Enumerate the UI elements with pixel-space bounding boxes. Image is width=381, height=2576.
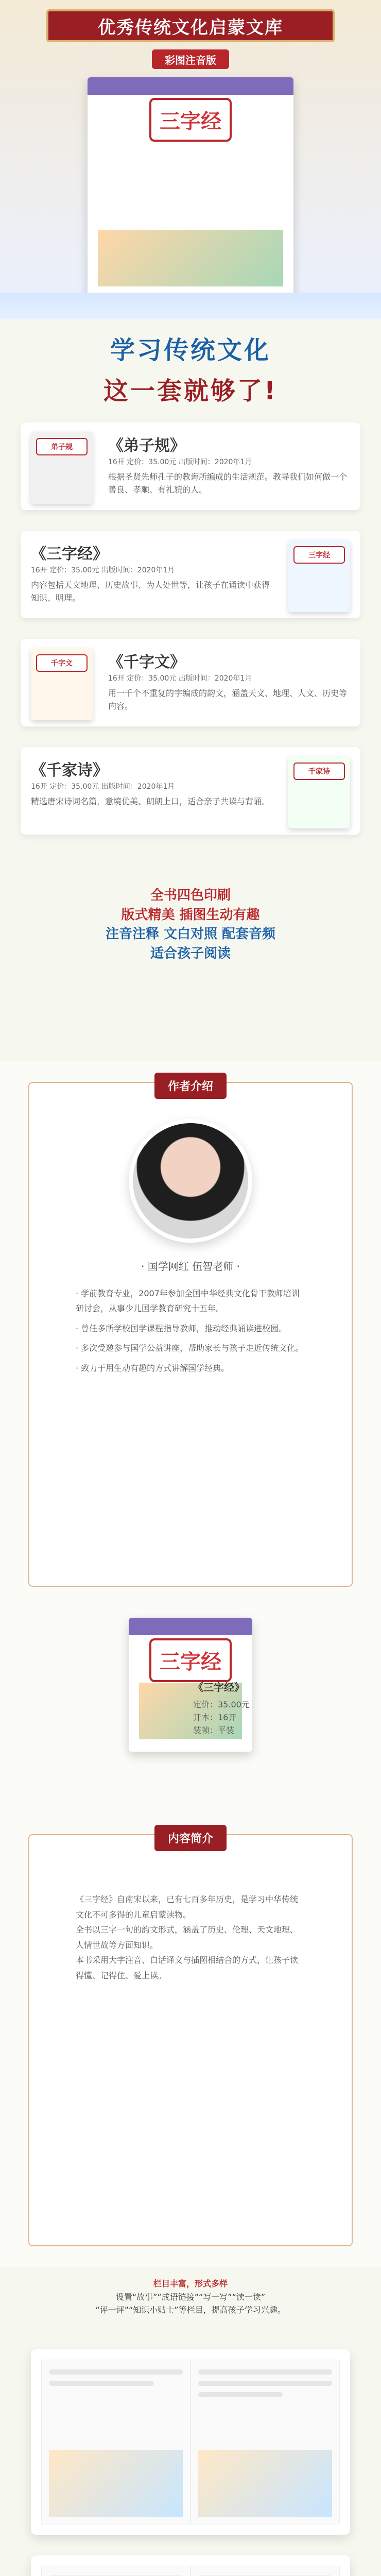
author-bio bbox=[76, 1286, 305, 1381]
author-bio-line: · 曾任多所学校国学课程指导教师，推动经典诵读进校园。 bbox=[76, 1323, 287, 1333]
author-frame bbox=[28, 1082, 353, 1587]
book-name: 《千字文》 bbox=[108, 653, 185, 671]
intro-paragraph: 《三字经》自南宋以来，已有七百多年历史，是学习中华传统文化不可多得的儿童启蒙读物。 bbox=[76, 1894, 299, 1920]
text-line bbox=[198, 2392, 283, 2397]
book-meta: 16开 定价：35.00元 出版时间：2020年1月 bbox=[108, 674, 252, 683]
author-subtitle: · 国学网红 伍智老师 · bbox=[141, 1260, 240, 1273]
intro-section bbox=[0, 1814, 381, 2267]
feature-line: 版式精美 插图生动有趣 bbox=[121, 907, 260, 923]
book-desc: 精选唐宋诗词名篇，意境优美、朗朗上口，适合亲子共读与背诵。 bbox=[31, 796, 270, 806]
book-name: 《千家诗》 bbox=[31, 761, 108, 779]
spread-screenshot bbox=[31, 2555, 350, 2576]
author-badge: 作者介绍 bbox=[154, 1073, 227, 1099]
book-list-section bbox=[0, 417, 381, 866]
spread-illustration bbox=[49, 2450, 183, 2517]
intro-paragraph: 全书以三字一句的韵文形式，涵盖了历史、伦理、天文地理、人情世故等方面知识。 bbox=[76, 1925, 299, 1950]
book-cover-topbar bbox=[129, 1618, 252, 1635]
selected-book-meta-line: 开本：16开 bbox=[193, 1712, 237, 1722]
tips-section bbox=[0, 2267, 381, 2339]
book-row bbox=[21, 747, 360, 835]
spread-page-right bbox=[190, 2360, 340, 2524]
headline-section bbox=[0, 319, 381, 417]
features-section bbox=[0, 866, 381, 1066]
selected-book-meta-line: 装帧：平装 bbox=[193, 1725, 235, 1735]
spread-page-left bbox=[41, 2360, 190, 2524]
book-name: 《弟子规》 bbox=[108, 437, 185, 455]
intro-badge: 内容简介 bbox=[154, 1825, 227, 1851]
book-thumbnail bbox=[31, 648, 93, 720]
book-thumbnail-title: 三字经 bbox=[293, 546, 345, 564]
book-thumbnail bbox=[288, 756, 350, 828]
feature-line: 适合孩子阅读 bbox=[150, 946, 231, 962]
book-meta: 16开 定价：35.00元 出版时间：2020年1月 bbox=[31, 566, 175, 574]
spread-page-right bbox=[190, 2566, 340, 2576]
feature-line: 注音注释 文白对照 配套音频 bbox=[105, 926, 276, 942]
book-desc: 用一千个不重复的字编成的韵文，涵盖天文、地理、人文、历史等内容。 bbox=[108, 688, 348, 711]
text-line bbox=[49, 2369, 183, 2375]
text-line bbox=[49, 2381, 154, 2386]
selected-book-meta-line: 定价：35.00元 bbox=[193, 1700, 250, 1709]
text-line bbox=[198, 2369, 332, 2375]
tips-line: 设置“故事”“成语链接”“写一写”“读一读” bbox=[115, 2292, 266, 2302]
hero-section bbox=[0, 0, 381, 319]
book-cover-title: 三字经 bbox=[149, 98, 232, 142]
author-bio-line: · 致力于用生动有趣的方式讲解国学经典。 bbox=[76, 1363, 230, 1374]
intro-paragraph: 本书采用大字注音、白话译文与插图相结合的方式，让孩子读得懂、记得住、爱上读。 bbox=[76, 1955, 299, 1980]
intro-frame bbox=[28, 1834, 353, 2246]
author-section bbox=[0, 1061, 381, 1607]
feature-line: 全书四色印刷 bbox=[150, 888, 231, 903]
book-cover-title: 三字经 bbox=[149, 1638, 232, 1682]
screenshots-section bbox=[0, 2339, 381, 2576]
headline-line-1: 学习传统文化 bbox=[110, 336, 271, 365]
author-avatar bbox=[129, 1119, 252, 1243]
book-meta: 16开 定价：35.00元 出版时间：2020年1月 bbox=[108, 458, 252, 466]
book-cover-topbar bbox=[88, 77, 293, 95]
book-row bbox=[21, 422, 360, 510]
book-meta: 16开 定价：35.00元 出版时间：2020年1月 bbox=[31, 783, 175, 791]
tips-line: “评一评”“知识小贴士”等栏目，提高孩子学习兴趣。 bbox=[95, 2305, 286, 2315]
book-cover-illustration bbox=[98, 230, 283, 286]
selected-book-title: 《三字经》 bbox=[193, 1681, 245, 1693]
headline-line-2: 这一套就够了! bbox=[103, 377, 278, 405]
tips-title: 栏目丰富，形式多样 bbox=[153, 2279, 228, 2289]
book-thumbnail-title: 千字文 bbox=[36, 654, 88, 672]
book-row bbox=[21, 639, 360, 726]
intro-text bbox=[76, 1892, 305, 1984]
edition-badge: 彩图注音版 bbox=[152, 49, 229, 69]
selected-book-meta bbox=[193, 1680, 353, 1737]
author-bio-line: · 多次受邀参与国学公益讲座，帮助家长与孩子走近传统文化。 bbox=[76, 1343, 304, 1353]
series-banner: 优秀传统文化启蒙文库 bbox=[46, 9, 335, 42]
features-lines bbox=[0, 886, 381, 964]
selected-book-section bbox=[0, 1597, 381, 1814]
spread-page-left bbox=[41, 2566, 190, 2576]
book-thumbnail-title: 千家诗 bbox=[293, 762, 345, 780]
book-desc: 根据圣贤先师孔子的教诲所编成的生活规范。教导我们如何做一个善良、孝顺、有礼貌的人。 bbox=[108, 472, 348, 495]
book-thumbnail-title: 弟子规 bbox=[36, 438, 88, 455]
book-desc: 内容包括天文地理、历史故事、为人处世等，让孩子在诵读中获得知识、明理。 bbox=[31, 580, 270, 603]
spread-screenshot bbox=[31, 2349, 350, 2535]
book-name: 《三字经》 bbox=[31, 545, 108, 563]
book-thumbnail bbox=[288, 540, 350, 612]
hero-book-cover bbox=[88, 77, 293, 299]
spread-illustration bbox=[198, 2450, 332, 2517]
tips-lines bbox=[0, 2277, 381, 2317]
author-bio-line: · 学前教育专业，2007年参加全国中华经典文化骨干教师培训研讨会，从事少儿国学教育研究十五年。 bbox=[76, 1289, 300, 1313]
book-row bbox=[21, 531, 360, 618]
book-thumbnail bbox=[31, 432, 93, 504]
text-line bbox=[198, 2381, 332, 2386]
